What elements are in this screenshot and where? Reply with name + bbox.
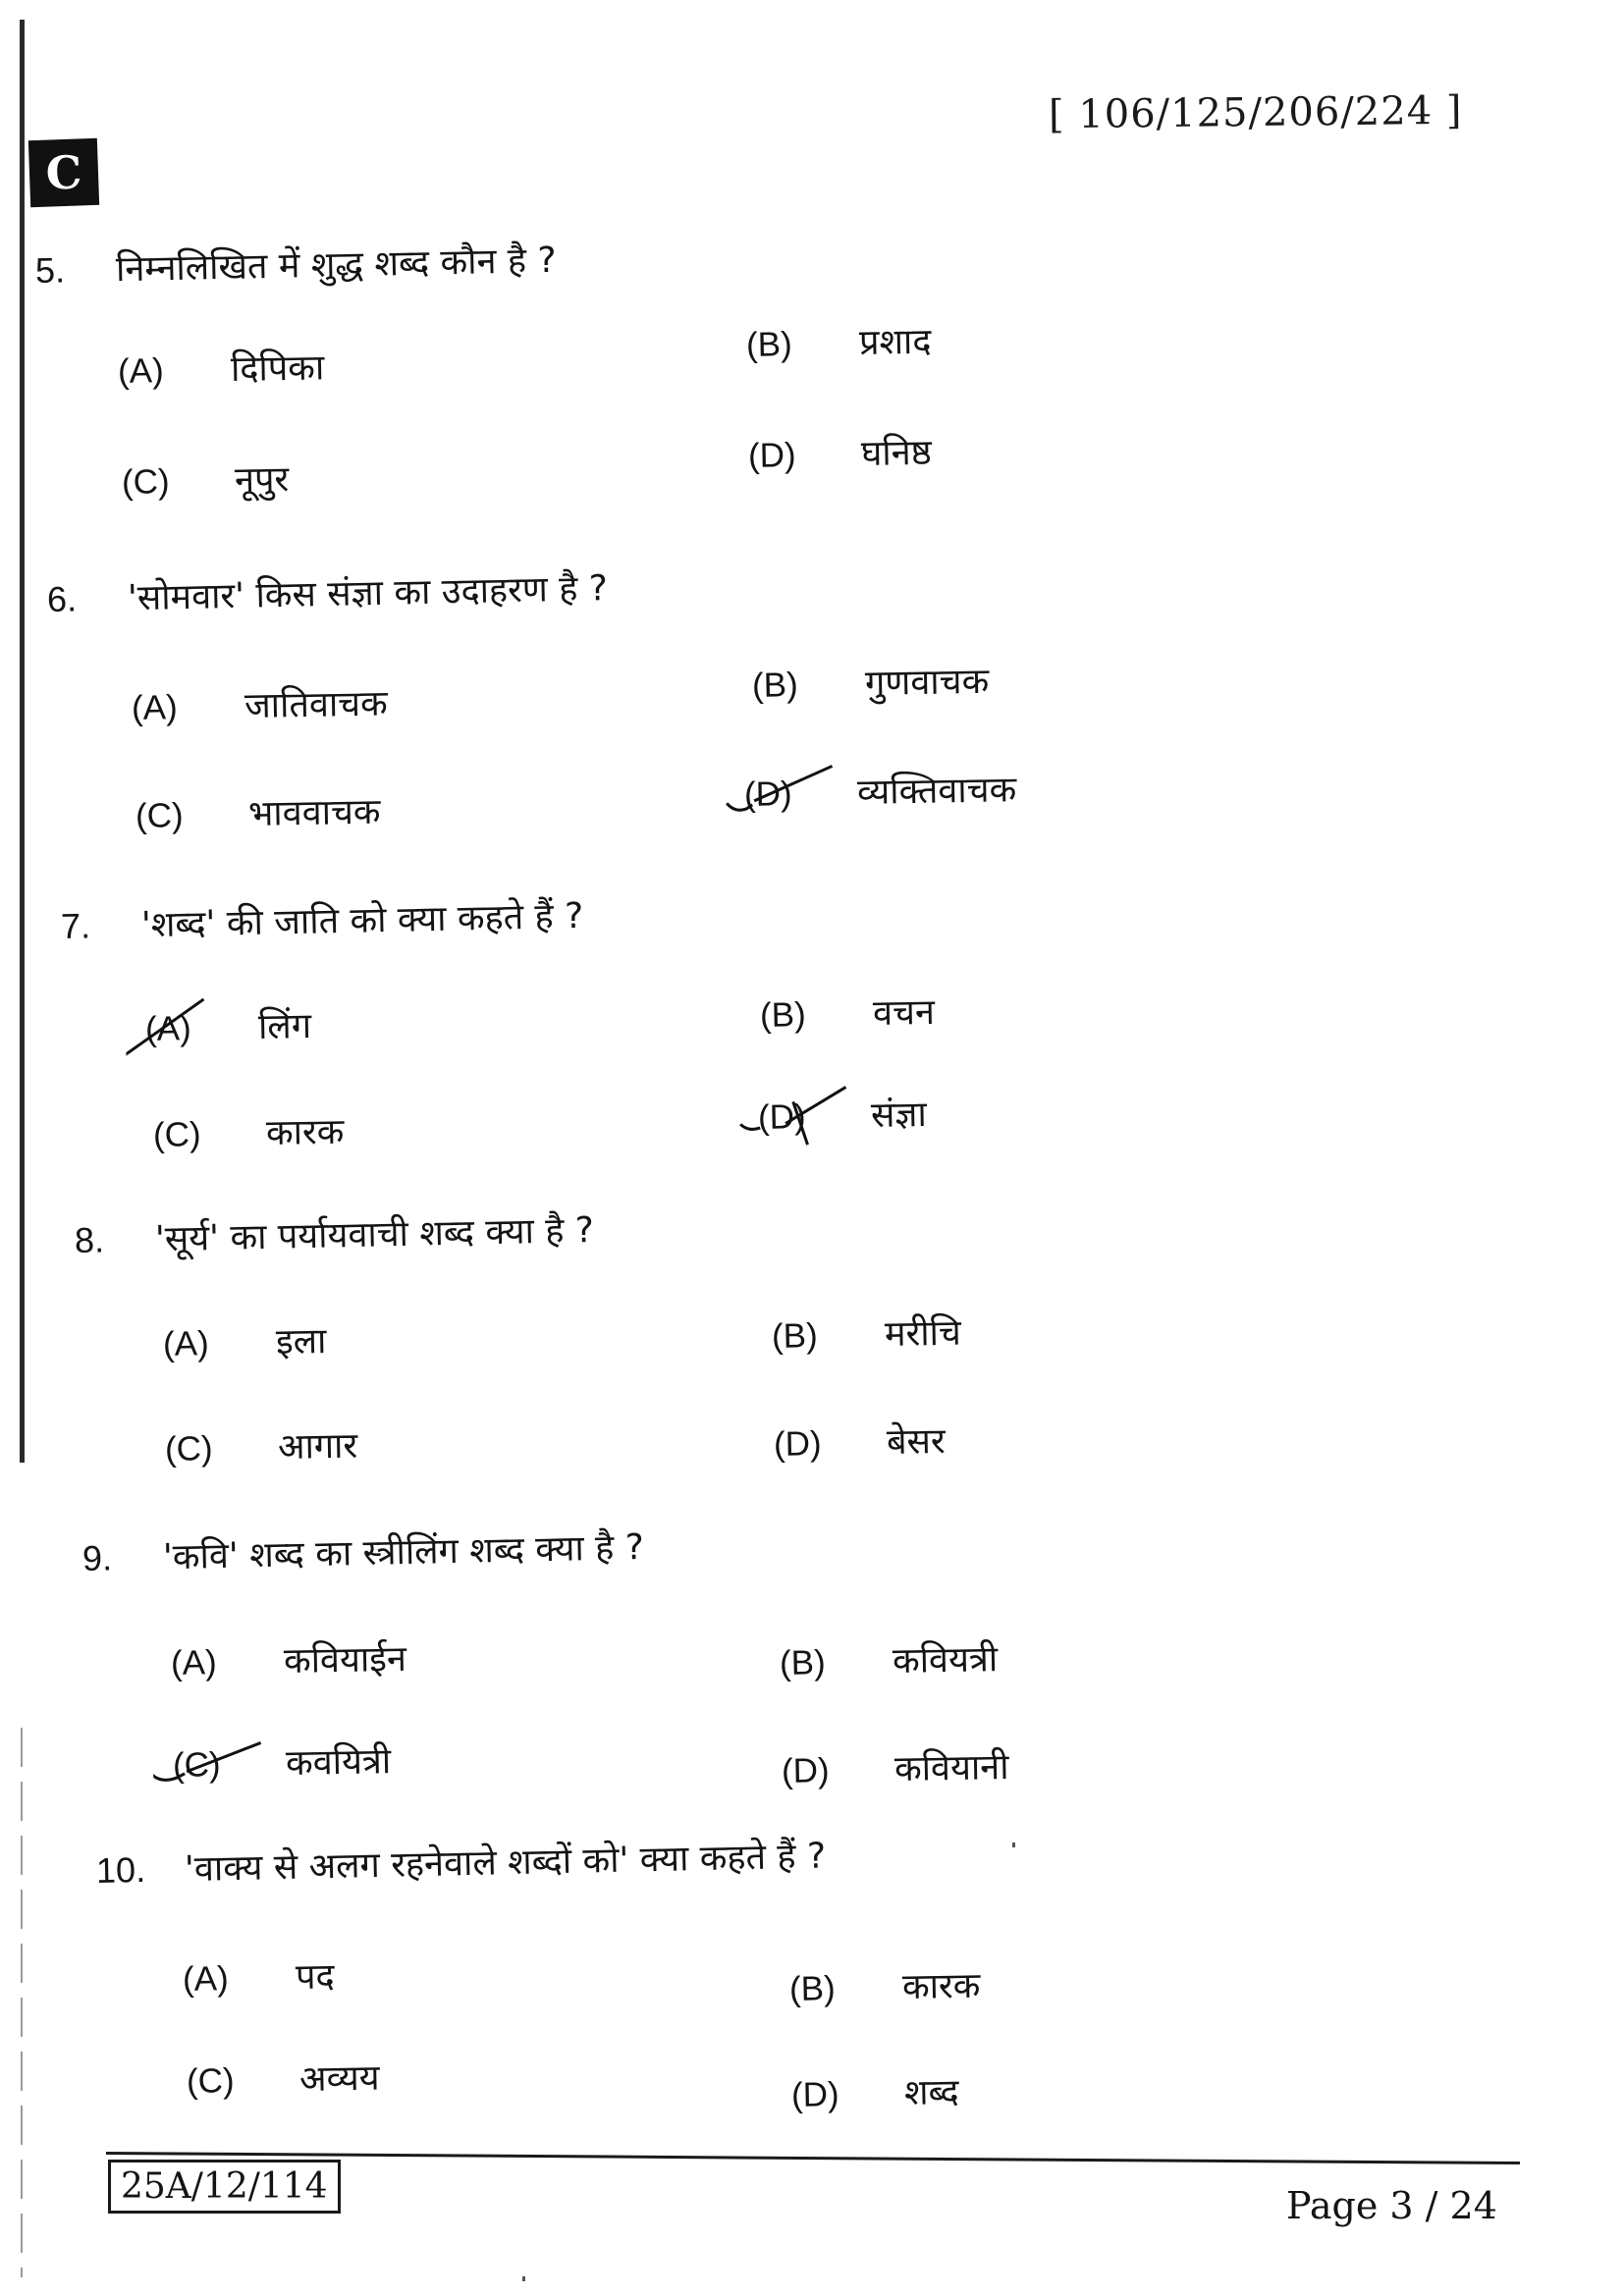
option-label: (A) [117, 351, 165, 391]
option-7a[interactable] [145, 1000, 312, 1051]
set-label-badge: C [28, 138, 99, 207]
option-text: गुणवाचक [864, 661, 990, 704]
left-margin-line [20, 20, 25, 1463]
option-text: वचन [872, 991, 936, 1034]
question-number: 10. [95, 1848, 146, 1891]
question-8 [74, 1204, 594, 1263]
option-label-text: (D) [757, 1097, 806, 1137]
option-label: (D) [773, 1424, 822, 1464]
option-10d[interactable] [791, 2066, 959, 2117]
option-text: इला [275, 1321, 327, 1362]
option-10b[interactable] [789, 1960, 981, 2011]
option-6a[interactable] [132, 677, 389, 730]
option-7c[interactable] [153, 1106, 345, 1157]
option-label: (C) [152, 1115, 201, 1154]
option-text: नूपुर [234, 459, 290, 501]
option-label: (B) [771, 1316, 819, 1356]
option-8c[interactable] [165, 1420, 358, 1471]
option-label [145, 1008, 259, 1049]
option-text: भाववाचक [247, 791, 381, 834]
question-number: 9. [81, 1537, 113, 1578]
question-number: 7. [60, 905, 91, 946]
option-text: शब्द [903, 2072, 959, 2113]
option-label: (A) [131, 688, 179, 727]
option-text: व्यक्तिवाचक [856, 770, 1017, 813]
option-label: (B) [759, 995, 807, 1035]
option-text: आगार [277, 1425, 358, 1468]
option-5d[interactable] [748, 427, 933, 478]
option-8a[interactable] [163, 1315, 327, 1366]
question-number: 6. [46, 578, 78, 619]
option-5b[interactable] [746, 316, 932, 367]
option-label: (B) [788, 1969, 837, 2008]
option-6d[interactable] [744, 764, 1017, 817]
question-5 [34, 235, 557, 294]
option-label: (C) [121, 462, 170, 502]
option-text: कवियत्री [892, 1639, 999, 1682]
option-8d[interactable] [774, 1415, 946, 1467]
option-label: (C) [135, 796, 184, 835]
option-label [173, 1744, 287, 1786]
option-7b[interactable] [760, 987, 936, 1038]
option-label: (C) [186, 2061, 235, 2101]
question-9 [81, 1522, 644, 1581]
option-text: कारक [265, 1111, 345, 1153]
option-8b[interactable] [772, 1308, 962, 1359]
option-text: कारक [901, 1965, 981, 2007]
paper-codes-header: [ 106/125/206/224 ] [1048, 87, 1463, 138]
option-label [758, 1096, 872, 1138]
option-text: कवयित्री [285, 1741, 392, 1784]
option-9b[interactable] [780, 1633, 999, 1685]
option-label-text: (C) [172, 1745, 221, 1785]
option-text: जातिवाचक [244, 683, 389, 726]
stray-mark [522, 2276, 525, 2281]
option-text: कवियाईन [283, 1638, 407, 1682]
option-label: (A) [170, 1643, 218, 1682]
question-text: 'शब्द' की जाति को क्या कहते हैं ? [140, 895, 584, 946]
option-text: घनिष्ठ [860, 432, 933, 474]
option-text: मरीचि [884, 1312, 962, 1355]
option-7d[interactable] [758, 1089, 928, 1140]
left-margin-line-faint [21, 1728, 23, 2277]
option-label-text: (D) [743, 774, 792, 814]
option-text: प्रशाद [858, 321, 932, 363]
option-label: (D) [747, 436, 796, 475]
question-number: 8. [74, 1219, 105, 1260]
question-text: 'सूर्य' का पर्यायवाची शब्द क्या है ? [154, 1209, 595, 1260]
option-6b[interactable] [752, 656, 990, 708]
stray-mark [1012, 1842, 1015, 1847]
option-label: (C) [164, 1429, 213, 1468]
option-text: लिंग [257, 1006, 312, 1047]
question-text: 'सोमवार' किस संज्ञा का उदाहरण है ? [127, 568, 609, 619]
paper-code-box: 25A/12/114 [108, 2160, 341, 2214]
option-label: (D) [790, 2075, 839, 2114]
option-label: (D) [781, 1751, 830, 1790]
option-9a[interactable] [171, 1633, 407, 1685]
option-5a[interactable] [118, 342, 325, 394]
option-10a[interactable] [183, 1950, 335, 2002]
option-text: दिपिका [230, 347, 325, 390]
option-label: (A) [182, 1959, 230, 1999]
question-text: निम्नलिखित में शुद्ध शब्द कौन है ? [115, 240, 557, 291]
option-text: अव्यय [298, 2057, 380, 2100]
option-label [744, 774, 858, 815]
option-text: पद [295, 1956, 335, 1998]
option-9d[interactable] [782, 1741, 1009, 1793]
option-text: कवियानी [893, 1746, 1009, 1789]
question-6 [46, 562, 608, 622]
question-10 [95, 1830, 826, 1894]
option-label: (B) [751, 666, 799, 705]
option-label: (B) [779, 1643, 827, 1682]
page-number: Page 3 / 24 [1286, 2184, 1497, 2227]
option-label: (B) [745, 325, 793, 364]
question-text: 'कवि' शब्द का स्त्रीलिंग शब्द क्या है ? [162, 1527, 645, 1578]
question-7 [60, 890, 583, 949]
option-5c[interactable] [122, 454, 290, 505]
question-text: 'वाक्य से अलग रहनेवाले शब्दों को' क्या कहते हैं ? [184, 1836, 827, 1891]
option-label-text: (A) [144, 1009, 192, 1048]
question-number: 5. [34, 249, 66, 291]
option-9c[interactable] [173, 1735, 392, 1788]
option-10c[interactable] [187, 2053, 380, 2104]
option-6c[interactable] [135, 786, 381, 838]
option-text: बेसर [886, 1420, 946, 1463]
option-label: (A) [162, 1324, 210, 1363]
option-text: संज्ञा [870, 1095, 928, 1136]
